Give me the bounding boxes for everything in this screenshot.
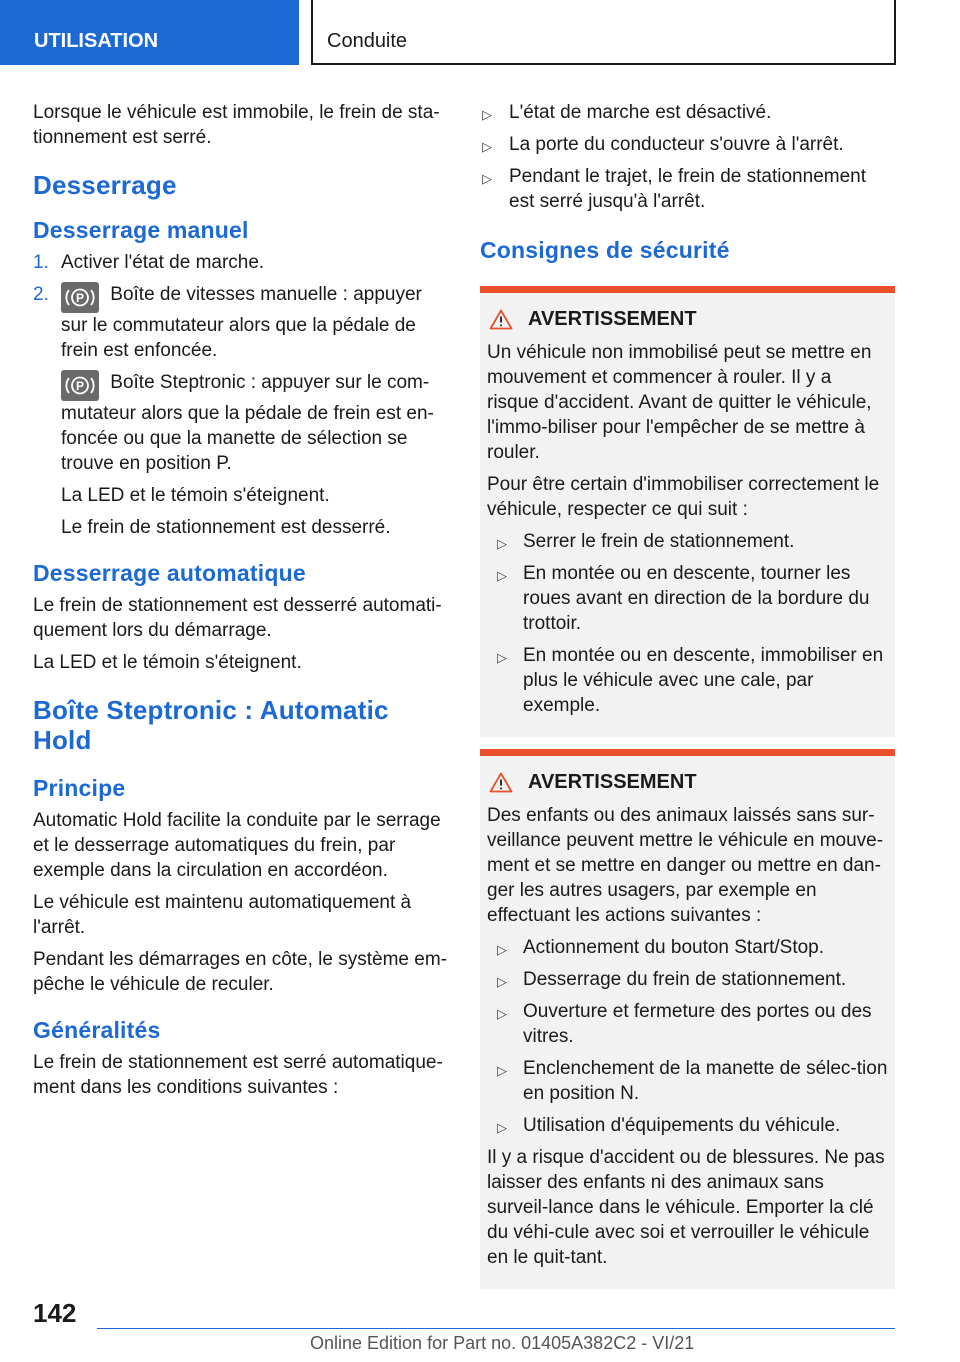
footer-edition: Online Edition for Part no. 01405A382C2 - VI/21 (310, 1333, 695, 1353)
steptronic-note (33, 370, 447, 476)
warning-heading (487, 770, 888, 795)
heading-desserrage-manuel: Desserrage manuel (33, 217, 249, 243)
warning-heading (487, 307, 888, 332)
triangle-right-icon: ▷ (482, 139, 492, 154)
parking-brake-switch-icon (61, 370, 99, 401)
triangle-right-icon: ▷ (482, 171, 492, 186)
list-item: ▷ Enclenchement de la manette de sélec-tion en position N. (497, 1058, 888, 1104)
list-item: ▷ Utilisation d'équipements du véhicule. (487, 1113, 888, 1138)
list-item: ▷ Ouverture et fermeture des portes ou des vitres. (497, 1001, 872, 1047)
conditions-list (480, 100, 895, 214)
heading-desserrage: Desserrage (33, 170, 177, 200)
list-item: ▷ Serrer le frein de stationnement. (487, 529, 888, 554)
triangle-right-icon: ▷ (497, 1006, 507, 1021)
principe-paragraph-3: Pendant les démarrages en côte, le système em-pêche le véhicule de reculer. (33, 949, 447, 995)
triangle-right-icon: ▷ (497, 974, 507, 989)
auto-paragraph-2: La LED et le témoin s'éteignent. (33, 652, 302, 673)
svg-text:P: P (75, 379, 85, 393)
warning-list (487, 935, 888, 1138)
intro-paragraph: Lorsque le véhicule est immobile, le frein de sta-tionnement est serré. (33, 102, 440, 148)
principe-paragraph-1: Automatic Hold facilite la conduite par le serrage et le desserrage automatiques du frein, par exemple dans la circulation en accordéon. (33, 810, 441, 881)
right-column (480, 100, 895, 1301)
steptronic-text: Boîte Steptronic : appuyer sur le com-mutateur alors que la pédale de frein est en-foncée ou que la manette de sélection se trouve en position P. (61, 372, 434, 474)
step-1 (33, 250, 447, 275)
triangle-right-icon: ▷ (497, 1120, 507, 1135)
step-number: 2. (33, 284, 49, 305)
chapter-title: Conduite (311, 0, 896, 65)
triangle-right-icon: ▷ (497, 536, 507, 551)
list-item: ▷ Desserrage du frein de stationnement. (487, 967, 888, 992)
generalites-paragraph: Le frein de stationnement est serré automatique-ment dans les conditions suivantes : (33, 1052, 443, 1098)
auto-paragraph-1: Le frein de stationnement est desserré automati-quement lors du démarrage. (33, 595, 442, 641)
list-item: ▷ L'état de marche est désactivé. (480, 100, 895, 125)
warning-list (487, 529, 888, 718)
heading-consignes: Consignes de sécurité (480, 237, 730, 263)
warning-paragraph: Un véhicule non immobilisé peut se mettre en mouvement et commencer à rouler. Il y a risque d'accident. Avant de quitter le véhicule, l'immo-biliser pour l'empêcher de se mettre à rouler. (487, 342, 872, 463)
triangle-right-icon: ▷ (497, 568, 507, 583)
step-text: Activer l'état de marche. (61, 252, 265, 273)
triangle-right-icon: ▷ (482, 107, 492, 122)
step-number: 1. (33, 252, 49, 273)
parking-brake-switch-icon (61, 282, 99, 313)
warning-paragraph: Pour être certain d'immobiliser correctement le véhicule, respecter ce qui suit : (487, 474, 880, 520)
list-item: ▷ En montée ou en descente, immobiliser en plus le véhicule avec une cale, par exemple. (497, 645, 884, 716)
warning-box-1 (480, 286, 895, 737)
warning-paragraph: Des enfants ou des animaux laissés sans sur-veillance peuvent mettre le véhicule en mouve-ment et se mettre en danger ou mettre en dan-ger les autres usagers, par exemple en effectuant les actions suivantes : (487, 805, 884, 926)
brake-released-text: Le frein de stationnement est desserré. (61, 517, 391, 538)
led-off-text: La LED et le témoin s'éteignent. (61, 485, 330, 506)
release-steps (33, 250, 447, 363)
list-item: ▷ Pendant le trajet, le frein de stationnement est serré jusqu'à l'arrêt. (482, 166, 867, 212)
list-item: ▷ En montée ou en descente, tourner les roues avant en direction de la bordure du trottoir. (497, 563, 870, 634)
triangle-right-icon: ▷ (497, 942, 507, 957)
triangle-right-icon: ▷ (497, 1063, 507, 1078)
heading-generalites: Généralités (33, 1017, 161, 1043)
warning-triangle-icon (489, 309, 513, 330)
heading-desserrage-auto: Desserrage automatique (33, 560, 306, 586)
step-2 (33, 282, 447, 363)
section-tab: UTILISATION (0, 0, 299, 65)
warning-triangle-icon (489, 772, 513, 793)
triangle-right-icon: ▷ (497, 650, 507, 665)
list-item: ▷ Actionnement du bouton Start/Stop. (487, 935, 888, 960)
warning-title: AVERTISSEMENT (528, 771, 697, 793)
left-column (33, 100, 447, 1107)
footer-divider (97, 1328, 895, 1329)
page-number: 142 (33, 1298, 77, 1328)
warning-paragraph: Il y a risque d'accident ou de blessures. Ne pas laisser des enfants ni des animaux sans surveil-lance dans le véhicule. Emporter la clé du véhi-cule avec soi et verrouiller le véhicule en le quit-tant. (487, 1147, 885, 1268)
warning-title: AVERTISSEMENT (528, 308, 697, 330)
heading-principe: Principe (33, 775, 126, 801)
step-text: Boîte de vitesses manuelle : appuyer sur le commutateur alors que la pédale de frein est enfoncée. (61, 284, 422, 361)
heading-steptronic-hold: Boîte Steptronic : Automatic Hold (33, 695, 389, 755)
list-item: ▷ La porte du conducteur s'ouvre à l'arrêt. (480, 132, 895, 157)
svg-text:P: P (75, 291, 85, 305)
warning-box-2 (480, 749, 895, 1289)
principe-paragraph-2: Le véhicule est maintenu automatiquement à l'arrêt. (33, 892, 412, 938)
